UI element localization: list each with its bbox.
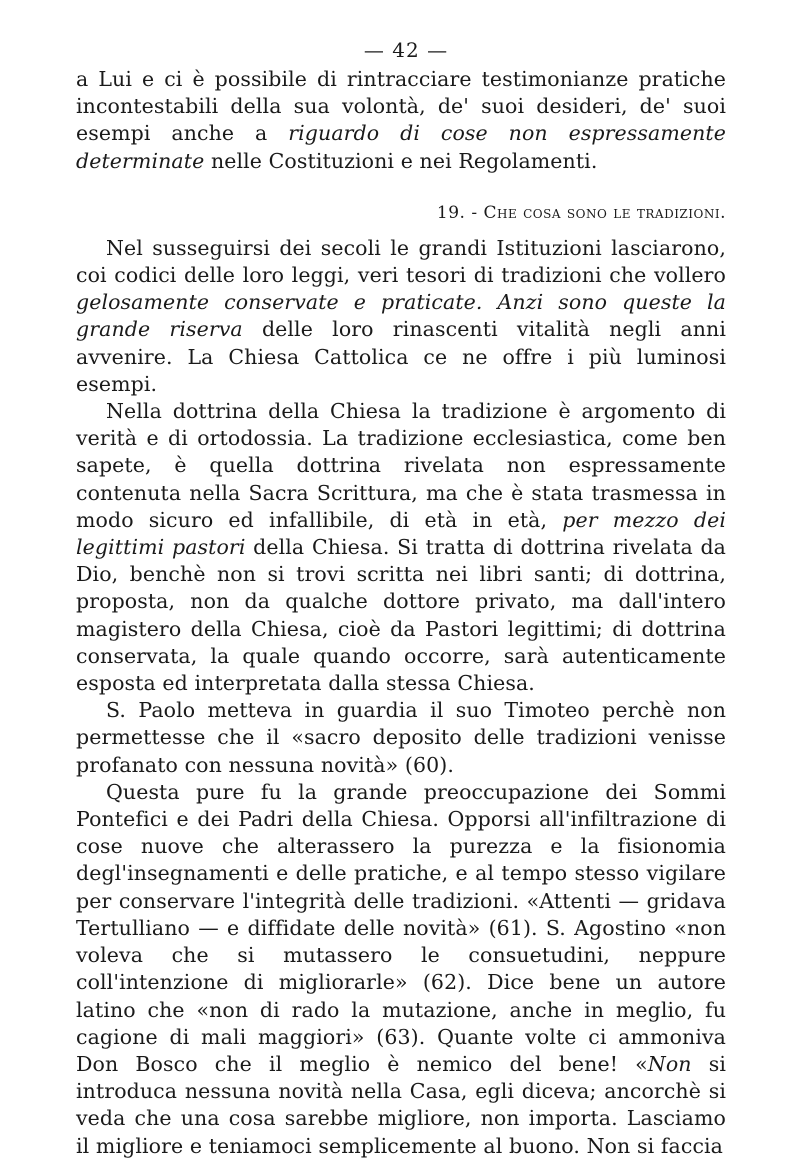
intro-paragraph bbox=[76, 66, 726, 175]
paragraph-2-italic-1: per mezzo dei legittimi pastori bbox=[76, 507, 726, 560]
section-title: Che cosa sono le tradizioni. bbox=[483, 202, 726, 223]
intro-italic-1: riguardo di cose non espressamente determinate bbox=[76, 121, 726, 173]
intro-text-1: a Lui e ci è possibile di rintracciare testimonianze pratiche incontestabili della sua volontà, de' suoi desideri, de' suoi esempi anche a bbox=[76, 67, 726, 146]
paragraph-1-text-1: Nel susseguirsi dei secoli le grandi Istituzioni lasciarono, coi codici delle loro leggi, veri tesori di tradizioni che vollero bbox=[76, 235, 726, 288]
paragraph-1 bbox=[76, 235, 726, 398]
paragraph-1-italic-1: gelosamente conservate e praticate. Anzi sono queste la grande riserva bbox=[76, 290, 726, 342]
paragraph-4-text-1: Questa pure fu la grande preoccupazione dei Sommi Pontefici e dei Padri della Chiesa. Opporsi all'infiltrazione di cose nuove che alterassero la purezza e la fisionomia degl'insegnamenti e delle pratiche, e al tempo stesso vigilare per conservare l'integrità delle tradizioni. «Attenti — gridava Tertulliano — e diffidate delle novità» (61). S. Agostino «non voleva che si mutassero le consuetudini, neppure coll'intenzione di migliorarle» (62). Dice bene un autore latino che «non di rado la mutazione, anche in meglio, fu cagione di mali maggiori» (63). Quante volte ci ammoniva Don Bosco che il meglio è nemico del bene! « bbox=[76, 779, 726, 1076]
paragraph-2 bbox=[76, 398, 726, 697]
paragraph-4 bbox=[76, 779, 726, 1160]
paragraph-4-text-2: si introduca nessuna novità nella Casa, egli diceva; ancorchè si veda che una cosa sarebbe migliore, non importa. Lasciamo il migliore e teniamoci semplicemente al buono. Non si faccia bbox=[76, 1051, 726, 1158]
paragraph-2-text-1: Nella dottrina della Chiesa la tradizione è argomento di verità e di ortodossia. La tradizione ecclesiastica, come ben sapete, è quella dottrina rivelata non espressamente contenuta nella Sacra Scrittura, ma che è stata trasmessa in modo sicuro ed infallibile, di età in età, bbox=[76, 399, 726, 532]
body-text bbox=[76, 66, 726, 1160]
section-number: 19. bbox=[436, 202, 466, 223]
book-page bbox=[76, 34, 726, 1160]
paragraph-3 bbox=[76, 697, 726, 779]
section-heading bbox=[76, 199, 726, 227]
paragraph-4-italic-1: Non bbox=[647, 1051, 692, 1076]
page-number: — 42 — bbox=[363, 38, 449, 62]
paragraph-3-text-1: S. Paolo metteva in guardia il suo Timoteo perchè non permettesse che il «sacro deposito delle tradizioni venisse profanato con nessuna novità» (60). bbox=[76, 698, 726, 777]
paragraph-2-text-2: della Chiesa. Si tratta di dottrina rivelata da Dio, benchè non si trovi scritta nei libri santi; di dottrina, proposta, non da qualche dottore privato, ma dall'intero magistero della Chiesa, cioè da Pastori legittimi; di dottrina conservata, la quale quando occorre, sarà autenticamente esposta ed interpretata dalla stessa Chiesa. bbox=[76, 535, 726, 696]
section-separator: - bbox=[465, 202, 484, 223]
paragraph-1-text-2: delle loro rinascenti vitalità negli anni avvenire. La Chiesa Cattolica ce ne offre i più luminosi esempi. bbox=[76, 317, 726, 396]
intro-text-2: nelle Costituzioni e nei Regolamenti. bbox=[204, 148, 598, 173]
